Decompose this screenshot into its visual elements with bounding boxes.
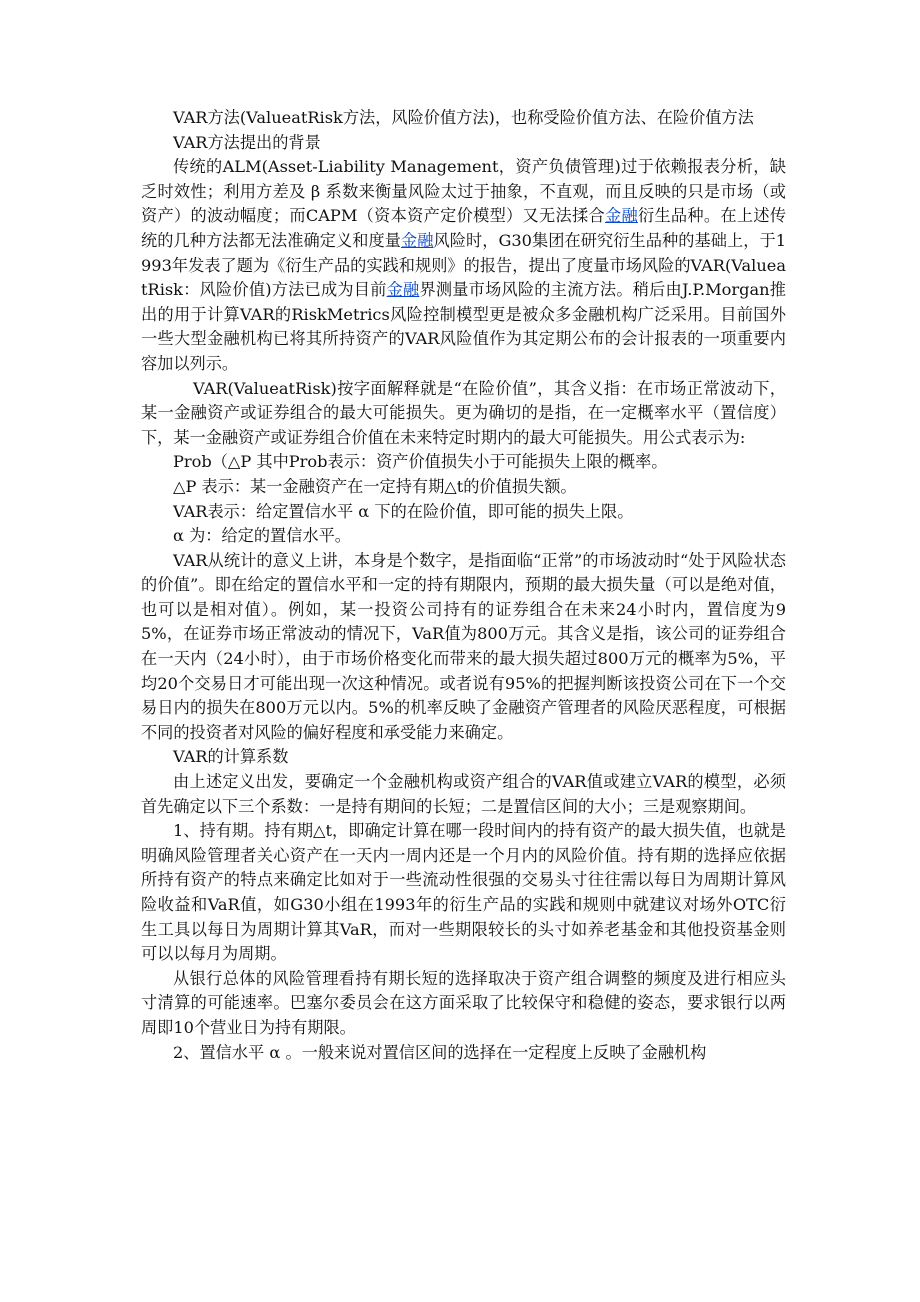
section-heading-coefficients: VAR的计算系数: [173, 747, 289, 767]
section-heading-background: VAR方法提出的背景: [173, 132, 321, 152]
paragraph-intro: VAR方法(ValueatRisk方法，风险价值方法)，也称受险价值方法、在险价值方法: [173, 108, 754, 127]
paragraph-holding-period: 1、持有期。持有期△t，即确定计算在哪一段时间内的持有资产的最大损失值，也就是明确风险管理者关心资产在一天内一周内还是一个月内的风险价值。持有期的选择应依据所持有资产的特点来确定比如对于一些流动性很强的交易头寸往往需以每日为周期计算风险收益和VaR值，如G30小组在1993年的衍生产品的实践和规则中就建议对场外OTC衍生工具以每日为周期计算其VaR，而对一些期限较长的头寸如养老基金和其他投资基金则可以以每月为周期。: [141, 821, 786, 964]
formula-line-alpha: α 为：给定的置信水平。: [173, 526, 351, 546]
paragraph-background: 传统的ALM(Asset-Liability Management，资产负债管理)过于依赖报表分析，缺乏时效性；利用方差及 β 系数来衡量风险太过于抽象，不直观，而且反映的只是市场（或资产）的波动幅度；而CAPM（资本资产定价模型）又无法揉合金融衍生品种。在上述传统的几种方法都无法准确定义和度量金融风险时，G30集团在研究衍生品种的基础上，于1993年发表了题为《衍生产品的实践和规则》的报告，提出了度量市场风险的VAR(ValueatRisk：风险价值)方法已成为目前金融界测量市场风险的主流方法。稍后由J.P.Morgan推出的用于计算VAR的RiskMetrics风险控制模型更是被众多金融机构广泛采用。目前国外一些大型金融机构已将其所持资产的VAR风险值作为其定期公布的会计报表的一项重要内容加以列示。: [141, 157, 787, 373]
link-finance-2[interactable]: 金融: [400, 230, 434, 250]
paragraph-three-coefficients: 由上述定义出发，要确定一个金融机构或资产组合的VAR值或建立VAR的模型，必须首先确定以下三个系数：一是持有期间的长短；二是置信区间的大小；三是观察期间。: [141, 772, 786, 816]
link-finance-3[interactable]: 金融: [386, 280, 420, 300]
formula-line-var: VAR表示：给定置信水平 α 下的在险价值，即可能的损失上限。: [173, 501, 634, 521]
paragraph-confidence-level: 2、置信水平 α 。一般来说对置信区间的选择在一定程度上反映了金融机构: [173, 1042, 707, 1062]
link-finance-1[interactable]: 金融: [604, 206, 638, 226]
paragraph-bank-risk: 从银行总体的风险管理看持有期长短的选择取决于资产组合调整的频度及进行相应头寸清算的可能速率。巴塞尔委员会在这方面采取了比较保守和稳健的姿态，要求银行以两周即10个营业日为持有期限。: [141, 968, 786, 1037]
paragraph-definition: VAR(ValueatRisk)按字面解释就是“在险价值”，其含义指：在市场正常波动下，某一金融资产或证券组合的最大可能损失。更为确切的是指，在一定概率水平（置信度）下，某一金融资产或证券组合价值在未来特定时期内的最大可能损失。用公式表示为:: [141, 378, 786, 447]
formula-line-delta-p: △P 表示：某一金融资产在一定持有期△t的价值损失额。: [173, 476, 577, 496]
paragraph-statistical-meaning: VAR从统计的意义上讲，本身是个数字，是指面临“正常”的市场波动时“处于风险状态的价值”。即在给定的置信水平和一定的持有期限内，预期的最大损失量（可以是绝对值，也可以是相对值）。例如，某一投资公司持有的证券组合在未来24小时内，置信度为95%，在证券市场正常波动的情况下，VaR值为800万元。其含义是指，该公司的证券组合在一天内（24小时），由于市场价格变化而带来的最大损失超过800万元的概率为5%，平均20个交易日才可能出现一次这种情况。或者说有95%的把握判断该投资公司在下一个交易日内的损失在800万元以内。5%的机率反映了金融资产管理者的风险厌恶程度，可根据不同的投资者对风险的偏好程度和承受能力来确定。: [141, 550, 786, 742]
formula-line-prob: Prob（△P 其中Prob表示：资产价值损失小于可能损失上限的概率。: [173, 452, 668, 472]
document-body: [141, 106, 786, 1065]
